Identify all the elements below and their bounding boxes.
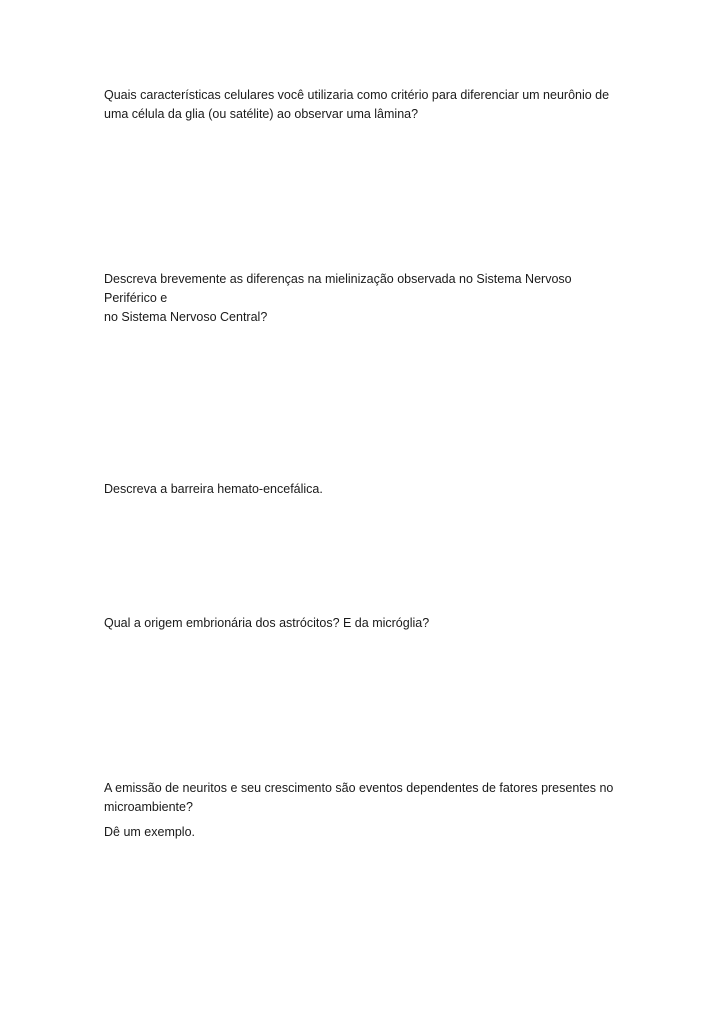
question-2-line-2: no Sistema Nervoso Central?	[104, 310, 268, 324]
question-4	[104, 614, 624, 633]
question-2-line-1: Descreva brevemente as diferenças na mielinização observada no Sistema Nervoso Periférico e	[104, 272, 572, 305]
question-3	[104, 480, 624, 499]
question-2	[104, 270, 624, 327]
question-1-line-2: uma célula da glia (ou satélite) ao observar uma lâmina?	[104, 107, 419, 121]
question-5-line-1: A emissão de neuritos e seu crescimento são eventos dependentes de fatores presentes no	[104, 781, 614, 795]
question-5	[104, 779, 624, 817]
question-1	[104, 86, 624, 124]
question-1-line-1: Quais características celulares você utilizaria como critério para diferenciar um neurônio de	[104, 88, 610, 102]
question-5-followup: Dê um exemplo.	[104, 825, 196, 839]
question-5-line-2: microambiente?	[104, 800, 193, 814]
question-3-line-1: Descreva a barreira hemato-encefálica.	[104, 482, 323, 496]
question-4-line-1: Qual a origem embrionária dos astrócitos? E da micróglia?	[104, 616, 430, 630]
